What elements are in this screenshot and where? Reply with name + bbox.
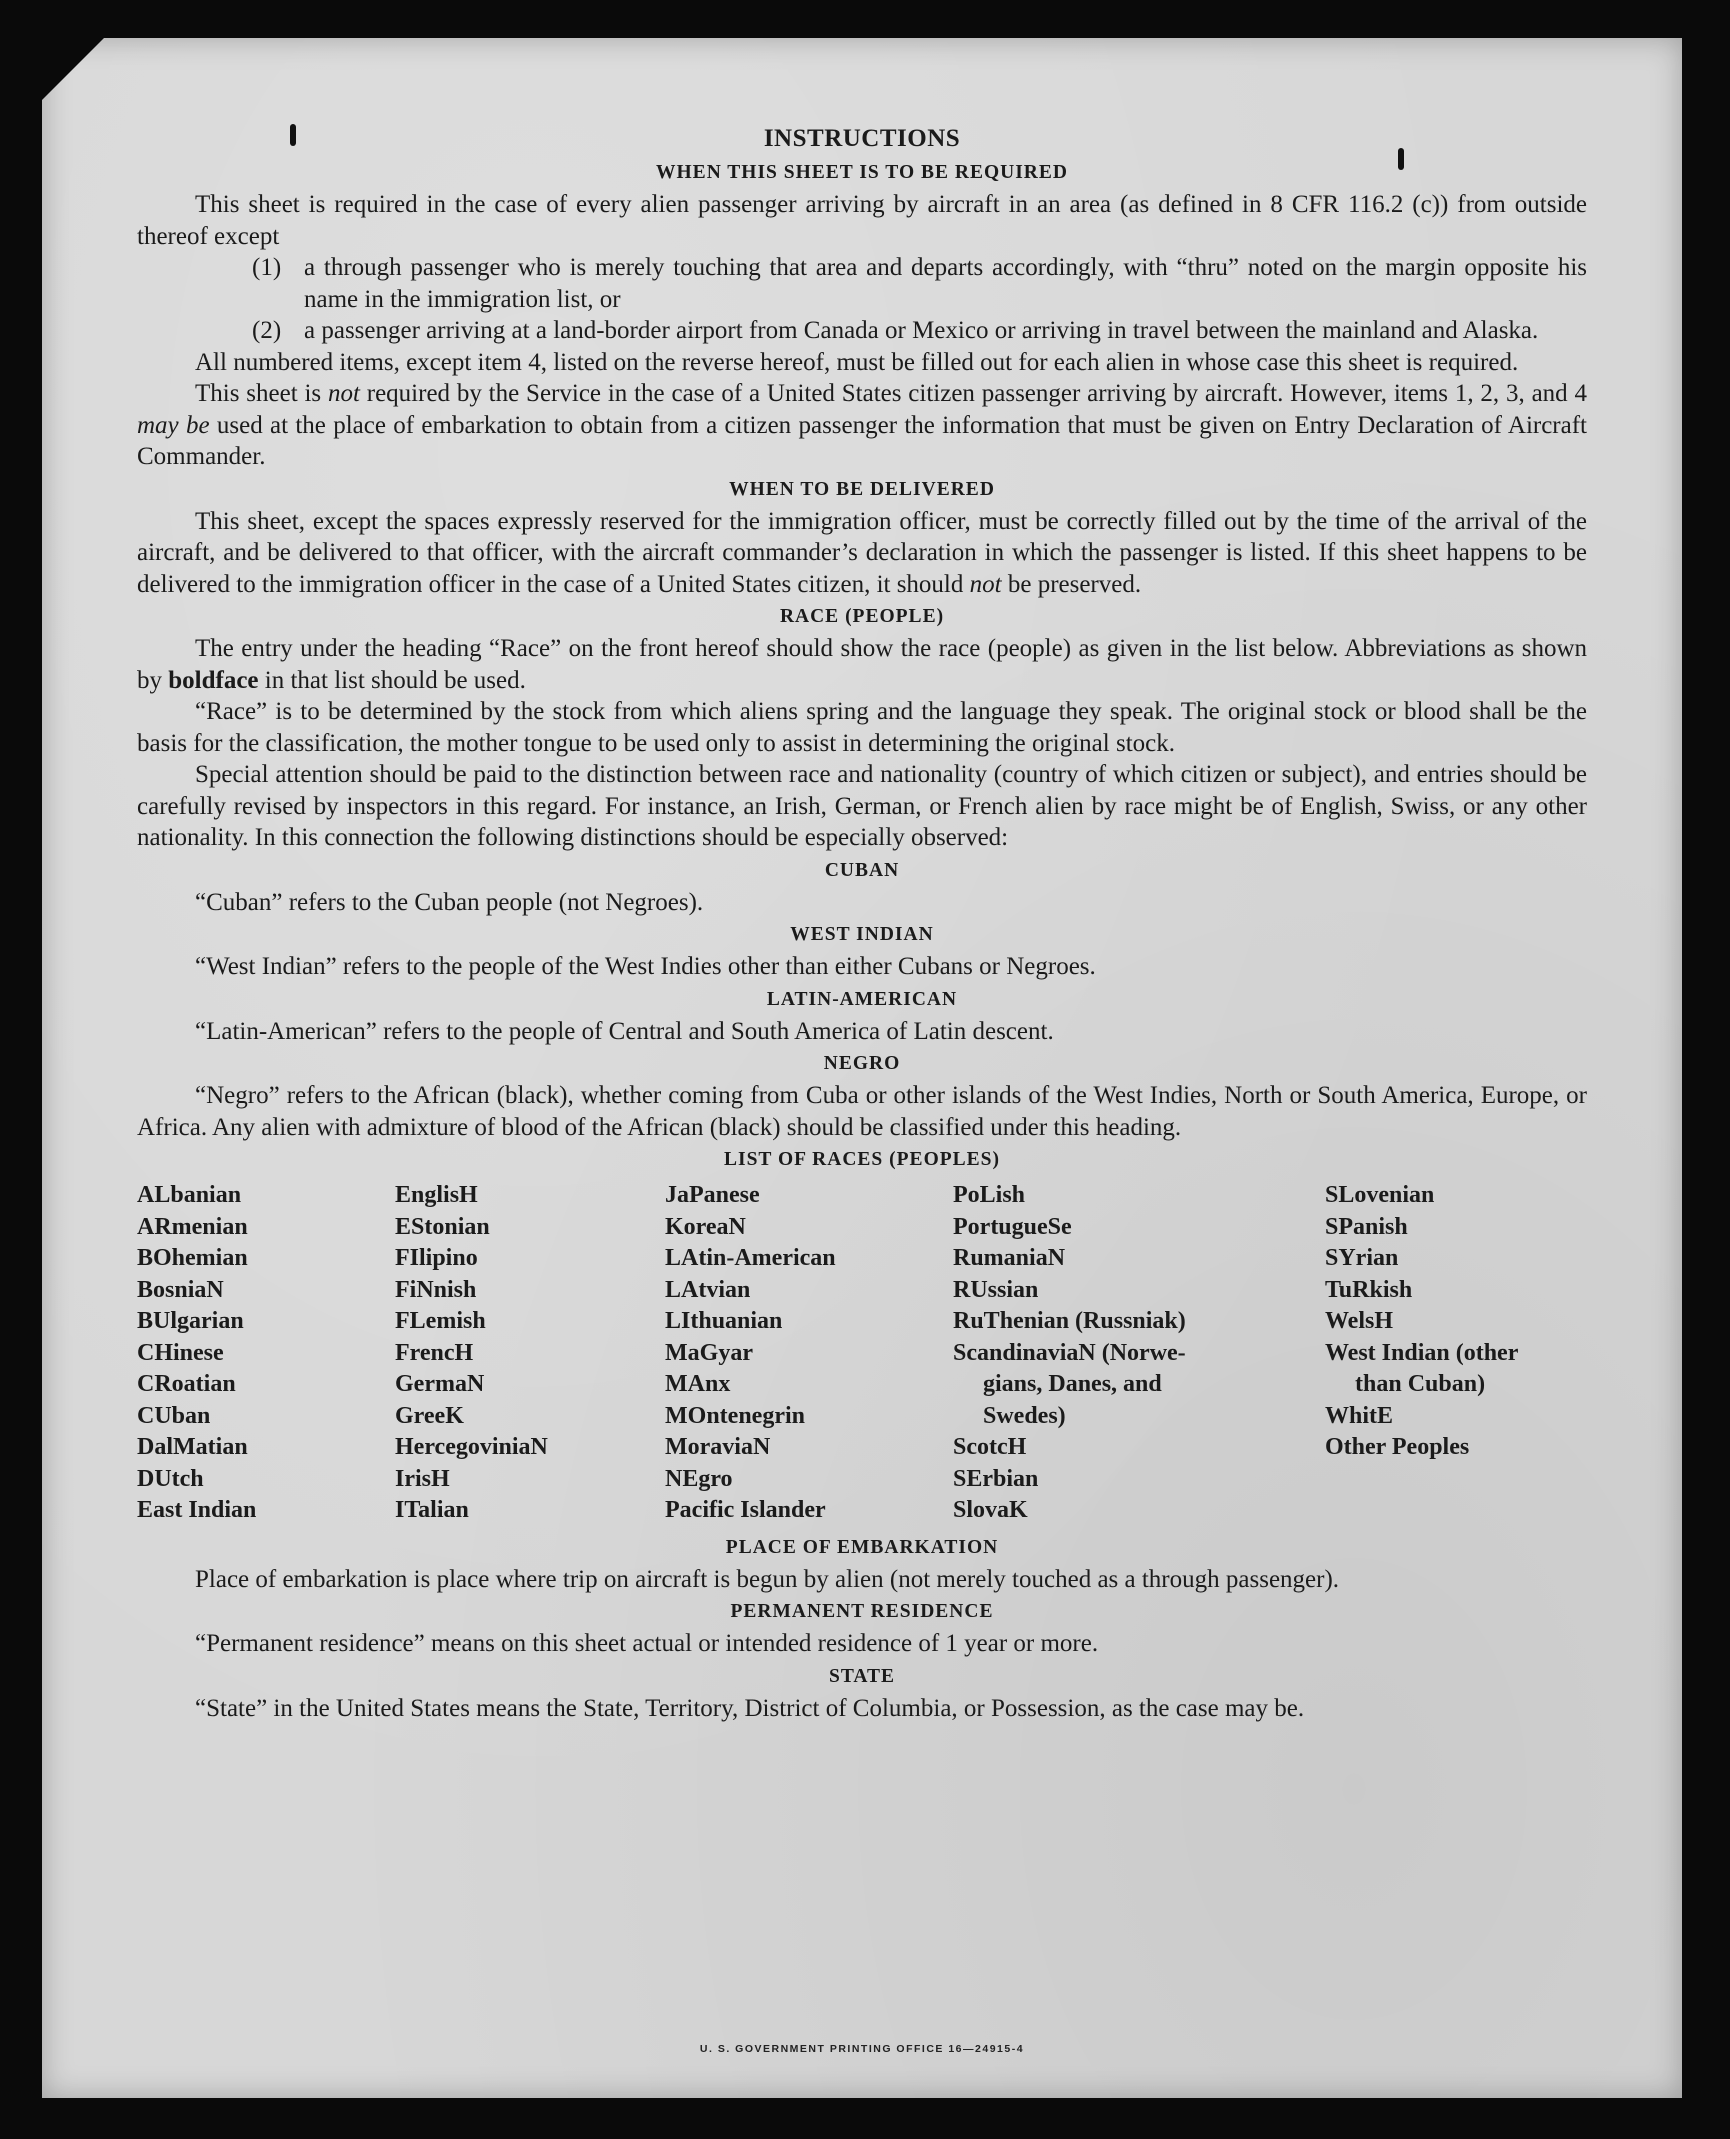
race-entry: PortugueSe <box>953 1213 1072 1240</box>
paragraph-race-entry: The entry under the heading “Race” on the front hereof should show the race (people) as given in the list below. Abbreviations as shown by boldface in that list should be used. <box>137 635 1587 694</box>
race-entry: Swedes) <box>983 1402 1066 1429</box>
exception-item-2: (2) a passenger arriving at a land-border airport from Canada or Mexico or arriving in travel between the mainland and Alaska. <box>252 317 1539 344</box>
race-entry: MaGyar <box>665 1339 753 1366</box>
race-column-4 <box>953 1180 1325 1527</box>
heading-embarkation: PLACE OF EMBARKATION <box>725 1536 999 1558</box>
exception-item-1: (1) a through passenger who is merely touching that area and departs accordingly, with “thru” noted on the margin opposite his name in the immigration list, or <box>252 254 1587 313</box>
race-entry: ScandinaviaN (Norwe- <box>953 1339 1186 1366</box>
race-entry: ALbanian <box>137 1182 242 1208</box>
heading-state: STATE <box>828 1665 896 1687</box>
race-entry: GreeK <box>395 1402 464 1429</box>
paragraph-latin-american: “Latin-American” refers to the people of Central and South America of Latin descent. <box>195 1017 1054 1045</box>
race-entry: Pacific Islander <box>665 1497 826 1523</box>
race-entry: MoraviaN <box>665 1434 771 1460</box>
race-entry: WhitE <box>1325 1402 1394 1429</box>
race-entry: gians, Danes, and <box>983 1371 1162 1397</box>
race-entry: ITalian <box>395 1497 469 1523</box>
race-entry: SYrian <box>1325 1245 1399 1271</box>
paragraph-race-stock: “Race” is to be determined by the stock from which aliens spring and the language they speak. The original stock or blood shall be the basis for the classification, the mother tongue to be used only to assist in determining the original stock. <box>137 698 1587 757</box>
paragraph-citizen: This sheet is not required by the Service in the case of a United States citizen passenger arriving by aircraft. However, items 1, 2, 3, and 4 may be used at the place of embarkation to obtain from a citizen passenger the information that must be given on Entry Declaration of Aircraft Commander. <box>137 380 1588 470</box>
race-column-2 <box>395 1180 665 1527</box>
race-entry: MOntenegrin <box>665 1402 805 1429</box>
race-entry: DUtch <box>137 1465 204 1492</box>
race-column-1 <box>137 1180 395 1527</box>
race-entry: TuRkish <box>1325 1276 1413 1303</box>
paragraph-west-indian: “West Indian” refers to the people of the West Indies other than either Cubans or Negroes. <box>195 953 1096 980</box>
page-title: INSTRUCTIONS <box>763 125 961 152</box>
race-entry: GermaN <box>395 1371 485 1397</box>
race-entry: SPanish <box>1325 1213 1408 1240</box>
race-entry: SErbian <box>953 1465 1039 1492</box>
race-entry: NEgro <box>665 1465 733 1492</box>
folded-corner <box>42 38 104 100</box>
race-entry: KoreaN <box>665 1213 746 1240</box>
race-entry: HercegoviniaN <box>395 1434 548 1460</box>
race-column-3 <box>665 1180 953 1527</box>
race-entry: FLemish <box>395 1308 486 1334</box>
heading-when-required: WHEN THIS SHEET IS TO BE REQUIRED <box>656 162 1068 183</box>
race-list <box>137 1180 1587 1527</box>
race-entry: RumaniaN <box>953 1245 1066 1271</box>
instructions-body <box>137 122 1587 1724</box>
paragraph-negro: “Negro” refers to the African (black), whether coming from Cuba or other islands of the West Indies, North or South America, Europe, or Africa. Any alien with admixture of blood of the African (black) should be classified under this heading. <box>137 1082 1587 1141</box>
race-entry: FIlipino <box>395 1245 478 1271</box>
race-entry: IrisH <box>395 1465 450 1492</box>
race-entry: SlovaK <box>953 1497 1028 1523</box>
race-entry: EStonian <box>395 1213 490 1240</box>
race-entry: CUban <box>137 1402 211 1429</box>
paragraph-required: This sheet is required in the case of every alien passenger arriving by aircraft in an area (as defined in 8 CFR 116.2 (c)) from outside thereof except <box>137 191 1587 250</box>
heading-latin-american: LATIN-AMERICAN <box>766 988 958 1010</box>
race-entry: East Indian <box>137 1497 257 1523</box>
race-entry: ARmenian <box>137 1213 248 1240</box>
race-entry: MAnx <box>665 1371 731 1397</box>
heading-cuban: CUBAN <box>824 859 900 881</box>
paragraph-permanent-residence: “Permanent residence” means on this sheet actual or intended residence of 1 year or more. <box>195 1630 1099 1657</box>
paragraph-embarkation: Place of embarkation is place where trip on aircraft is begun by alien (not merely touched as a through passenger). <box>195 1565 1340 1593</box>
race-entry: CHinese <box>137 1339 224 1366</box>
paragraph-cuban: “Cuban” refers to the Cuban people (not Negroes). <box>195 888 704 916</box>
race-entry: BOhemian <box>137 1245 248 1271</box>
paragraph-race-nationality: Special attention should be paid to the distinction between race and nationality (country of which citizen or subject), and entries should be carefully revised by inspectors in this regard. For instance, an Irish, German, or French alien by race might be of English, Swiss, or any other nationality. In this connection the following distinctions should be especially observed: <box>137 761 1587 851</box>
race-entry: ScotcH <box>953 1434 1027 1460</box>
heading-negro: NEGRO <box>823 1053 901 1074</box>
race-entry: CRoatian <box>137 1371 236 1397</box>
race-entry: SLovenian <box>1325 1182 1435 1208</box>
race-entry: BUlgarian <box>137 1308 244 1334</box>
race-entry: DalMatian <box>137 1434 248 1460</box>
race-entry: BosniaN <box>137 1276 224 1303</box>
race-entry: PoLish <box>953 1182 1026 1208</box>
race-entry: FiNnish <box>395 1276 477 1303</box>
race-entry: LAtvian <box>665 1276 751 1303</box>
heading-when-delivered: WHEN TO BE DELIVERED <box>729 478 995 500</box>
race-entry: JaPanese <box>665 1182 760 1208</box>
race-entry: RUssian <box>953 1276 1039 1303</box>
race-column-5 <box>1325 1180 1587 1527</box>
heading-list-of-races: LIST OF RACES (PEOPLES) <box>723 1149 1000 1170</box>
race-entry: LIthuanian <box>665 1308 783 1334</box>
heading-permanent-residence: PERMANENT RESIDENCE <box>730 1601 994 1622</box>
race-entry: Other Peoples <box>1325 1434 1470 1460</box>
race-entry: than Cuban) <box>1355 1371 1486 1397</box>
race-entry: RuThenian (Russniak) <box>953 1308 1186 1334</box>
race-entry: West Indian (other <box>1325 1339 1519 1366</box>
printer-imprint: U. S. GOVERNMENT PRINTING OFFICE 16—24915-4 <box>699 2043 1025 2055</box>
race-entry: FrencH <box>395 1339 474 1366</box>
paragraph-state: “State” in the United States means the State, Territory, District of Columbia, or Possession, as the case may be. <box>195 1694 1305 1722</box>
paragraph-delivered: This sheet, except the spaces expressly reserved for the immigration officer, must be correctly filled out by the time of the arrival of the aircraft, and be delivered to that officer, with the aircraft commander’s declaration in which the passenger is listed. If this sheet happens to be delivered to the immigration officer in the case of a United States citizen, it should not be preserved. <box>137 507 1587 598</box>
heading-west-indian: WEST INDIAN <box>790 924 934 945</box>
race-entry: LAtin-American <box>665 1245 836 1271</box>
paragraph-numbered-items: All numbered items, except item 4, listed on the reverse hereof, must be filled out for each alien in whose case this sheet is required. <box>195 348 1519 376</box>
document-sheet <box>42 38 1682 2098</box>
race-entry: EnglisH <box>395 1182 478 1208</box>
heading-race: RACE (PEOPLE) <box>779 606 945 627</box>
race-entry: WelsH <box>1325 1308 1394 1334</box>
